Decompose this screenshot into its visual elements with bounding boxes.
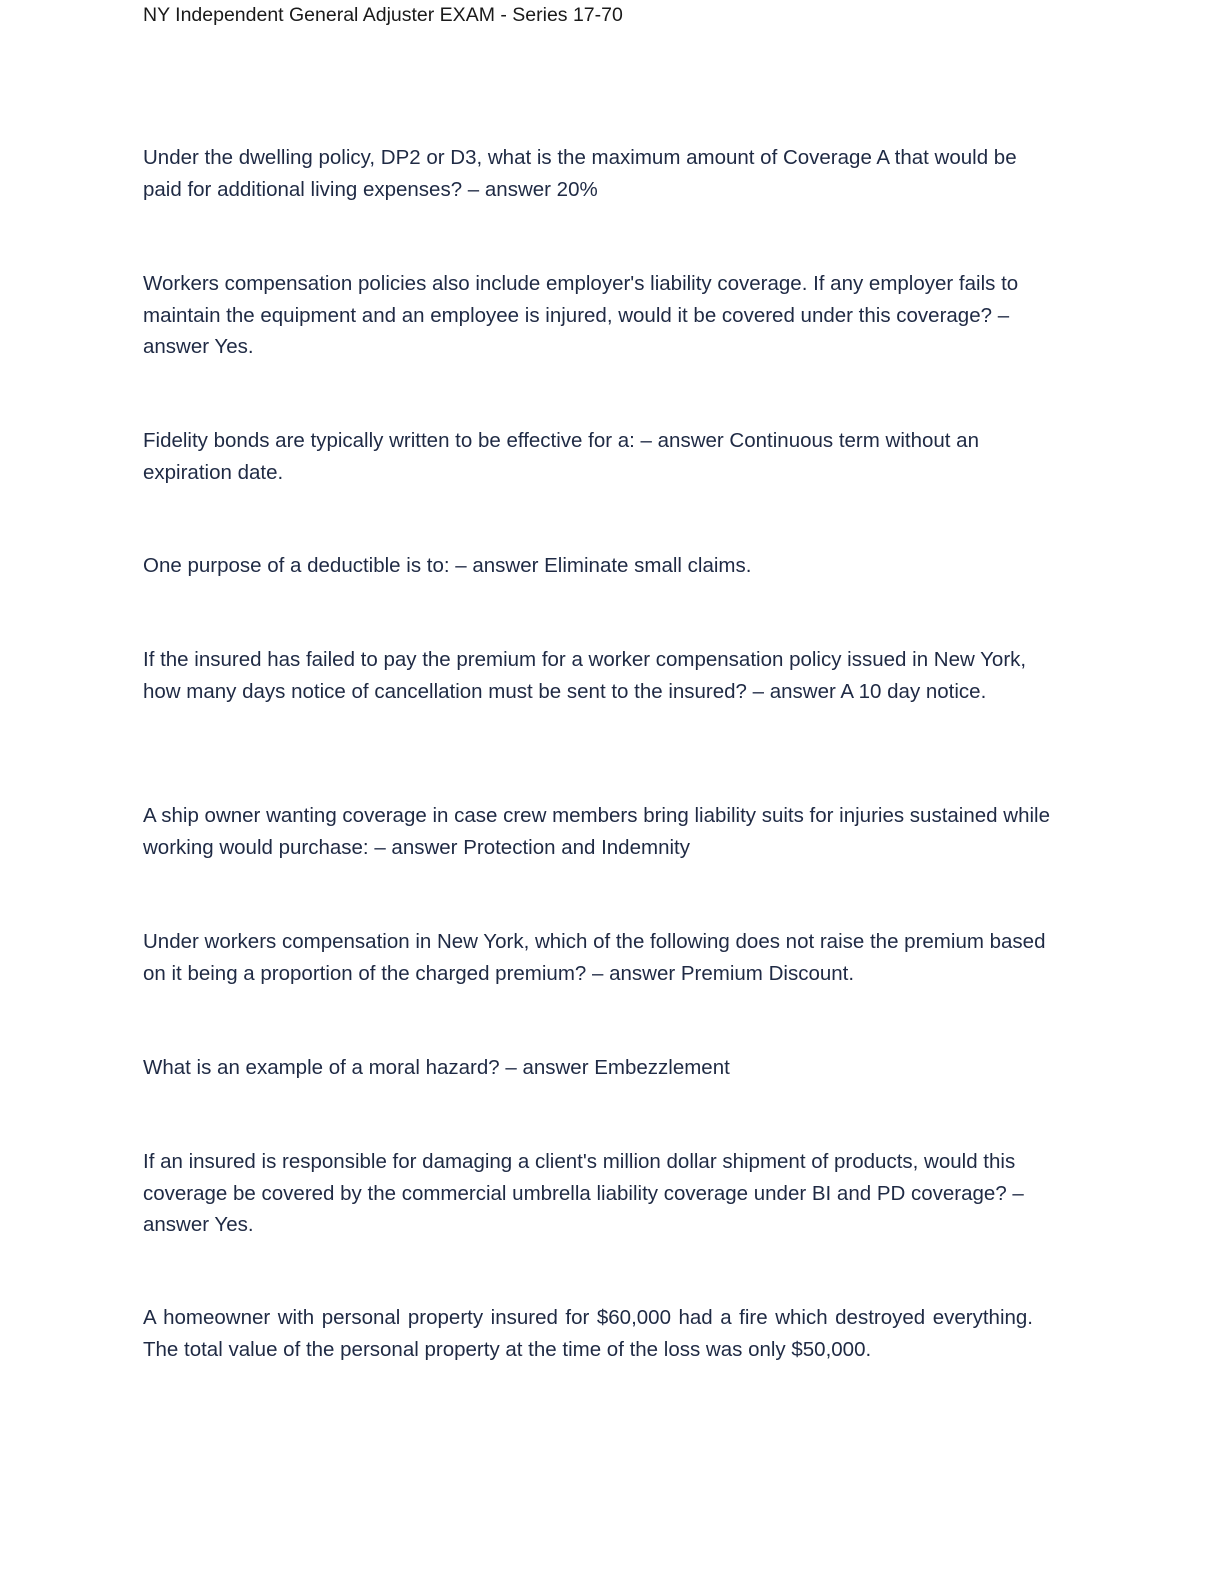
qa-item: A ship owner wanting coverage in case crew members bring liability suits for injuries sustained while working would purchase: – answer Protection and Indemnity (143, 804, 1050, 859)
qa-item: Under workers compensation in New York, which of the following does not raise the premium based on it being a proportion of the charged premium? – answer Premium Discount. (143, 930, 1046, 985)
qa-item: A homeowner with personal property insured for $60,000 had a fire which destroyed everything. The total value of the personal property at the time of the loss was only $50,000. (143, 1306, 1033, 1361)
qa-item: Under the dwelling policy, DP2 or D3, what is the maximum amount of Coverage A that would be paid for additional living expenses? – answer 20% (143, 146, 1017, 201)
qa-item: If an insured is responsible for damaging a client's million dollar shipment of products, would this coverage be covered by the commercial umbrella liability coverage under BI and PD coverage? – answer Yes. (143, 1150, 1024, 1236)
qa-item: Workers compensation policies also include employer's liability coverage. If any employer fails to maintain the equipment and an employee is injured, would it be covered under this coverage? – answer Yes. (143, 272, 1019, 358)
qa-item: Fidelity bonds are typically written to be effective for a: – answer Continuous term without an expiration date. (143, 429, 979, 484)
qa-item: What is an example of a moral hazard? – answer Embezzlement (143, 1056, 730, 1079)
qa-item: If the insured has failed to pay the premium for a worker compensation policy issued in New York, how many days notice of cancellation must be sent to the insured? – answer A 10 day notice. (143, 648, 1027, 703)
running-header: NY Independent General Adjuster EXAM - Series 17-70 (143, 4, 623, 26)
qa-item: One purpose of a deductible is to: – answer Eliminate small claims. (143, 554, 752, 577)
